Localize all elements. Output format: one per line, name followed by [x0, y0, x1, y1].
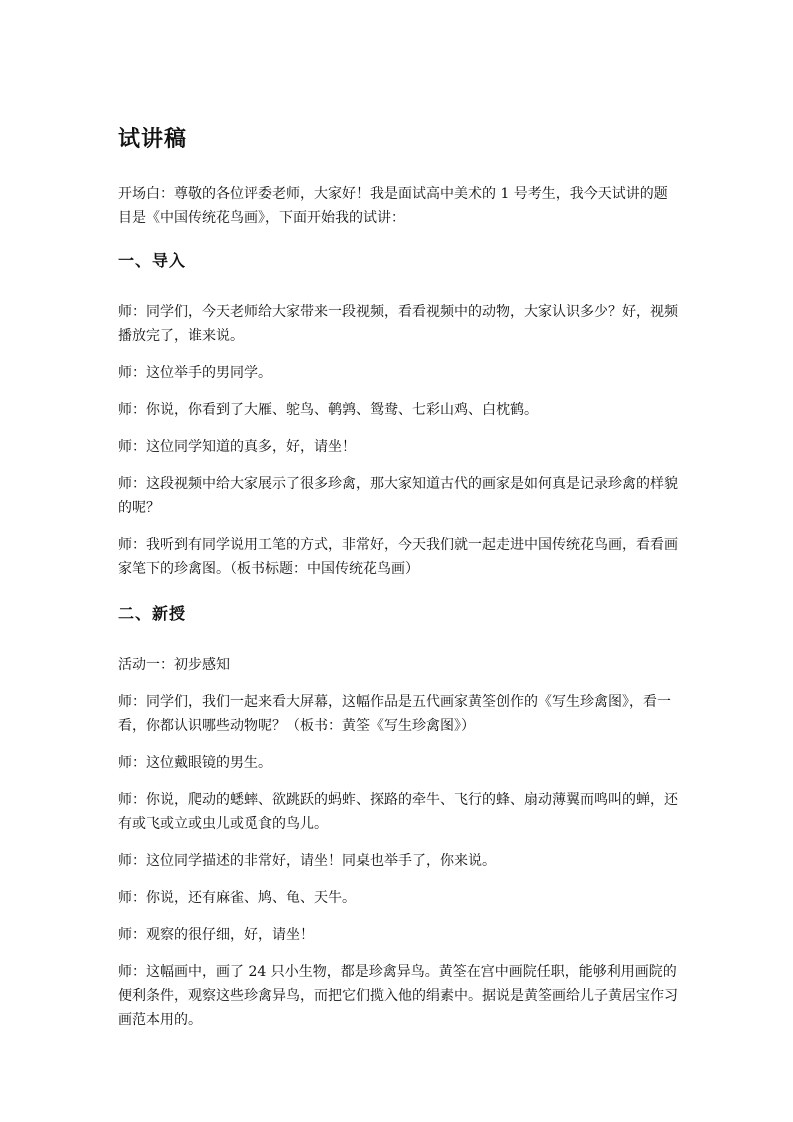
paragraph: 师：我听到有同学说用工笔的方式，非常好，今天我们就一起走进中国传统花鸟画，看看画家笔下的珍禽图。（板书标题：中国传统花鸟画）	[118, 537, 678, 577]
paragraph: 师：你说，你看到了大雁、鸵鸟、鹌鹑、鸳鸯、七彩山鸡、白枕鹤。	[118, 402, 538, 418]
section-heading-intro: 一、导入	[118, 251, 187, 270]
paragraph: 师：观察的很仔细，好，请坐！	[118, 927, 314, 943]
activity-label: 活动一：初步感知	[118, 657, 230, 673]
paragraph: 师：这位举手的男同学。	[118, 365, 272, 381]
opening-paragraph: 开场白：尊敬的各位评委老师，大家好！我是面试高中美术的 1 号考生，我今天试讲的题目是《中国传统花鸟画》，下面开始我的试讲：	[118, 186, 668, 226]
paragraph: 师：你说，还有麻雀、鸠、龟、天牛。	[118, 890, 356, 906]
paragraph: 师：这位同学知道的真多，好，请坐！	[118, 439, 356, 455]
document-page	[118, 124, 678, 1045]
paragraph: 师：这幅画中，画了 24 只小生物，都是珍禽异鸟。黄筌在宫中画院任职，能够利用画院的便利条件，观察这些珍禽异鸟，而把它们揽入他的绢素中。据说是黄筌画给儿子黄居宝作习画范本用的。	[118, 964, 678, 1028]
paragraph: 师：你说，爬动的蟋蟀、欲跳跃的蚂蚱、探路的牵牛、飞行的蜂、扇动薄翼而鸣叫的蝉，还有或飞或立或虫儿或觅食的鸟儿。	[118, 792, 678, 832]
paragraph: 师：同学们，我们一起来看大屏幕，这幅作品是五代画家黄筌创作的《写生珍禽图》，看一看，你都认识哪些动物呢？（板书：黄筌《写生珍禽图》）	[118, 694, 671, 734]
paragraph: 师：这位戴眼镜的男生。	[118, 755, 272, 771]
paragraph: 师：这位同学描述的非常好，请坐！同桌也举手了，你来说。	[118, 853, 496, 869]
paragraph: 师：这段视频中给大家展示了很多珍禽，那大家知道古代的画家是如何真是记录珍禽的样貌的呢？	[118, 476, 678, 516]
document-title: 试讲稿	[118, 127, 188, 152]
paragraph: 师：同学们，今天老师给大家带来一段视频，看看视频中的动物，大家认识多少？好，视频播放完了，谁来说。	[118, 304, 678, 344]
section-heading-new-lesson: 二、新授	[118, 604, 187, 623]
